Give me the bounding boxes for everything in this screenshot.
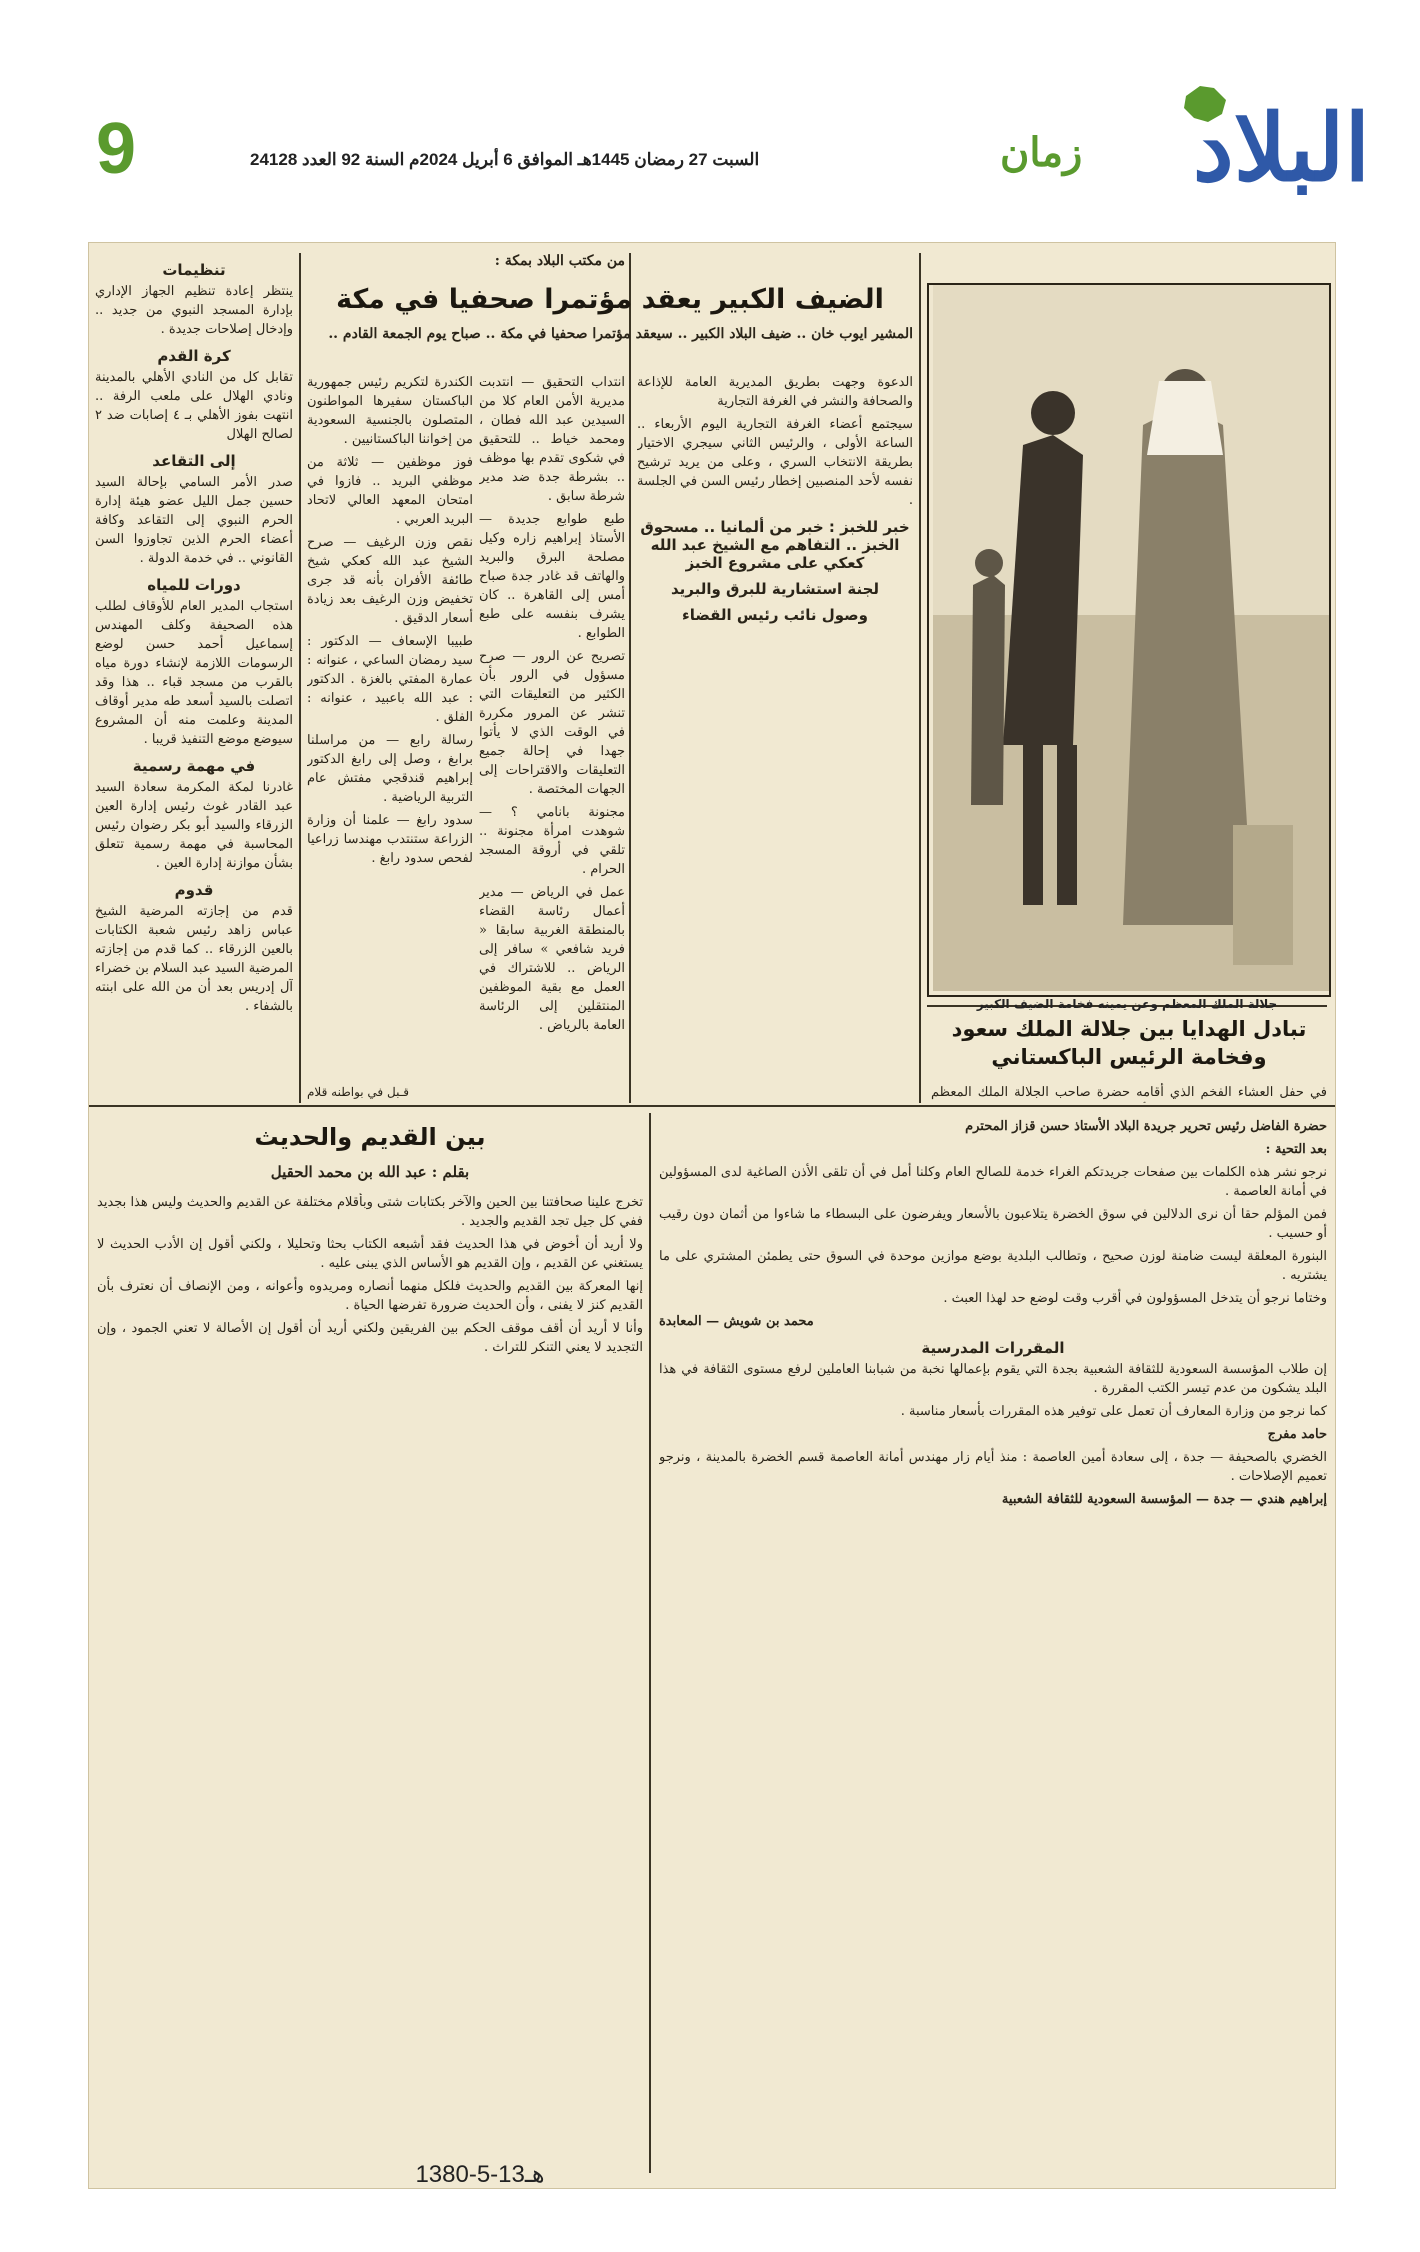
horizontal-divider <box>89 1105 1335 1107</box>
section-title: إلى التقاعد <box>152 452 236 470</box>
king-and-guest-photo <box>927 283 1331 997</box>
section-title: قدوم <box>174 881 214 899</box>
section-text: ينتظر إعادة تنظيم الجهاز الإداري بإدارة المسجد النبوي من جديد .. وإدخال إصلاحات جديدة . <box>95 284 293 337</box>
right-column-news <box>95 253 293 1098</box>
logo-text: البلاد <box>1192 98 1370 200</box>
section-text: تقابل كل من النادي الأهلي بالمدينة ونادي الهلال على ملعب الرفة .. انتهت بفوز الأهلي بـ ٤ إصابات ضد ٢ لصالح الهلال <box>95 370 293 442</box>
date-line: السبت 27 رمضان 1445هـ الموافق 6 أبريل 2024م السنة 92 العدد 24128 <box>250 150 760 169</box>
essay-byline: بقلم : عبد الله بن محمد الحقيل <box>270 1163 470 1181</box>
column-divider <box>629 253 631 1103</box>
center-column-news: الدعوة وجهت بطريق المديرية العامة للإذاعة والصحافة والنشر في الغرفة التجارية سيجتمع أعضاء الغرفة التجارية اليوم الأربعاء .. الساعة الأولى ، والرئيس الثاني سيجري الاختيار بطريقة الانتخاب السري ، وعلى من يريد ترشيح نفسه لأحد المنصبين إخطار رئيس السن في الجلسة . خبر للخبز : خبر من ألمانيا .. مسحوق الخبز .. التفاهم مع الشيخ عبد الله كعكي على مشروع الخبز لجنة استشارية للبرق والبريد وصول نائب رئيس القضاء <box>637 375 913 624</box>
section-text: قدم من إجازته المرضية الشيخ عباس زاهد رئيس شعبة الكتابات بالعين الزرقاء .. كما قدم من إجازته المرضية السيد عبد السلام بن خضراء آل إدريس بعد أن من الله على ابنته بالشفاء . <box>95 904 293 1014</box>
page-header <box>0 0 1420 240</box>
section-title: في مهمة رسمية <box>132 757 256 775</box>
column-divider <box>299 253 301 1103</box>
section-title: تنظيمات <box>162 261 226 279</box>
left-column-news: الكندرة لتكريم رئيس جمهورية الباكستان سفيرها المواطنون المتصلون بالجنسية السعودية من إخواننا الباكستانيين . فوز موظفين — ثلاثة من موظفي البريد .. فازوا في امتحان المعهد العالي لاتحاد البريد العربي . نقص وزن الرغيف — صرح الشيخ عبد الله كعكي شيخ طائفة الأفران بأنه قد جرى تخفيض وزن الرغيف بعد زيادة أسعار الدقيق . طبيبا الإسعاف — الدكتور : سيد رمضان الساعي ، عنوانه : عمارة المفتي بالغزة . الدكتور : عبد الله باعبيد ، عنوانه : الفلق . رسالة رابع — من مراسلنا برابغ ، وصل إلى رابغ الدكتور إبراهيم قندقجي مفتش عام التربية الرياضية . سدود رابغ — علمنا أن وزارة الزراعة ستنتدب مهندسا زراعيا لفحص سدود رابغ . <box>307 375 473 866</box>
archive-date-stamp: 1380-5-13هـ <box>415 2161 545 2188</box>
section-text: صدر الأمر السامي بإحالة السيد حسين جمل الليل عضو هيئة إدارة الحرم النبوي إلى التقاعد وكافة أعضاء الحرم الذين تجاوزوا السن القانوني .. في خدمة الدولة . <box>95 475 293 566</box>
section-text: استجاب المدير العام للأوقاف لطلب هذه الصحيفة وكلف المهندس إسماعيل أحمد حسن لوضع الرسومات اللازمة لإنشاء دورة مياه بالقرب من مسجد قباء .. هذا وقد اتصلت بالسيد أسعد طه مدير أوقاف المدينة وعلمت منه أن المشروع سيوضع موضع التنفيذ قريبا . <box>95 599 293 747</box>
column-divider <box>919 253 921 1103</box>
newspaper-logo <box>1120 88 1370 210</box>
section-text: غادرنا لمكة المكرمة سعادة السيد عبد القادر غوث رئيس إدارة العين الزرقاء والسيد أبو بكر رضوان رئيس المحاسبة في مهمة رسمية تتعلق بشأن موازنة إدارة العين . <box>95 780 293 871</box>
archive-newspaper-page <box>88 242 1336 2189</box>
photo-caption: جلالة الملك المعظم وعن يمينه فخامة الضيف الكبير <box>976 997 1278 1011</box>
page-number: 9 <box>96 109 137 189</box>
essay-body: تخرج علينا صحافتنا بين الحين والآخر بكتابات شتى وبأقلام مختلفة عن القديم والحديث وليس هذا بجديد ففي كل جيل تجد القديم والجديد . ولا أريد أن أخوض في هذا الحديث فقد أشبعه الكتاب بحثا وتحليلا ، ولكني أقول إن الأدب الحديث لا يستغني عن القديم ، وإن القديم هو الأساس الذي يبنى عليه . إنها المعركة بين القديم والحديث فلكل منهما أنصاره ومريدوه وأعوانه ، ومن الإنصاف أن نعترف بأن القديم كنز لا يفنى ، وأن الحديث ضرورة تفرضها الحياة . وأنا لا أريد أن أقف موقف الحكم بين الفريقين ولكني أريد أن أقول إن الأصالة لا تعني الجمود ، وإن التجديد لا يعني التنكر للتراث . <box>97 1195 643 1355</box>
photo-illustration <box>933 285 1329 991</box>
section-title: دورات للمياه <box>147 576 241 594</box>
bottom-strip: قـبل في بواطنه قلام <box>307 1085 409 1099</box>
middle-column-news: انتداب التحقيق — انتدبت مديرية الأمن العام كلا من السيدين عبد الله فطان ، ومحمد خياط .. للتحقيق في شكوى تقدم بها موظف .. بشرطة جدة ضد مدير شرطة سابق . طبع طوابع جديدة — الأستاذ إبراهيم زاره وكيل مصلحة البرق والبريد والهاتف قد غادر جدة صباح أمس إلى القاهرة .. كان يشرف بنفسه على طبع الطوابع . تصريح عن الرور — صرح مسؤول في الرور بأن الكثير من التعليقات التي تنشر عن المرور مكررة في الوقت الذي لا يأتوا جهدا في إحالة جميع التعليقات والاقتراحات إلى الجهات المختصة . مجنونة بانامي ؟ — شوهدت امرأة مجنونة .. تلقي في أروقة المسجد الحرام . عمل في الرياض — مدير أعمال رئاسة القضاء بالمنطقة الغربية سابقا « فريد شافعي » سافر إلى الرياض .. للاشتراك في العمل مع بقية الموظفين المنتقلين إلى الرئاسة العامة بالرياض . <box>479 375 625 1033</box>
section-title: كرة القدم <box>157 347 231 365</box>
column-divider <box>649 1113 651 2173</box>
main-headline: الضيف الكبير يعقد مؤتمرا صحفيا في مكة <box>336 284 884 315</box>
gifts-article: في حفل العشاء الفخم الذي أقامه حضرة صاحب الجلالة الملك المعظم <box>931 1085 1327 1100</box>
main-subhead: المشير ايوب خان .. ضيف البلاد الكبير .. سيعقد مؤتمرا صحفيا في مكة .. صباح يوم الجمعة القادم .. <box>328 326 913 342</box>
dateline: من مكتب البلاد بمكة : <box>494 253 625 269</box>
section-label: زمان <box>1000 131 1083 175</box>
essay-title: بين القديم والحديث <box>254 1123 486 1151</box>
gifts-headline: تبادل الهدايا بين جلالة الملك سعود وفخامة الرئيس الباكستاني <box>951 1017 1307 1069</box>
reader-letter: حضرة الفاضل رئيس تحرير جريدة البلاد الأستاذ حسن قزاز المحترم بعد التحية : نرجو نشر هذه الكلمات بين صفحات جريدتكم الغراء خدمة للصالح العام وكلنا أمل في أن تلقى الأذن الصاغية لدى المسؤولين في أمانة العاصمة . فمن المؤلم حقا أن نرى الدلالين في سوق الخضرة يتلاعبون بالأسعار ويفرضون على البسطاء ما شاءوا من أثمان دون رقيب أو حسيب . البنورة المعلقة ليست ضامنة لوزن صحيح ، وتطالب البلدية بوضع موازين موحدة في السوق حتى يطمئن المشتري على ما يشتريه . وختاما نرجو أن يتدخل المسؤولون في أقرب وقت لوضع حد لهذا العبث . محمد بن شويش — المعابدة المقررات المدرسية إن طلاب المؤسسة السعودية للثقافة الشعبية بجدة التي يقوم بإعمالها نخبة من شبابنا العاملين لرفع مستوى الثقافة في هذا البلد يشكون من عدم تيسر الكتب المقررة . كما نرجو من وزارة المعارف أن تعمل على توفير هذه المقررات بأسعار مناسبة . حامد مفرج الخضري بالصحيفة — جدة ، إلى سعادة أمين العاصمة : منذ أيام زار مهندس أمانة العاصمة قسم الخضرة بالمدينة ، ونرجو تعميم الإصلاحات . إبراهيم هندي — جدة — المؤسسة السعودية للثقافة الشعبية <box>659 1119 1327 1507</box>
